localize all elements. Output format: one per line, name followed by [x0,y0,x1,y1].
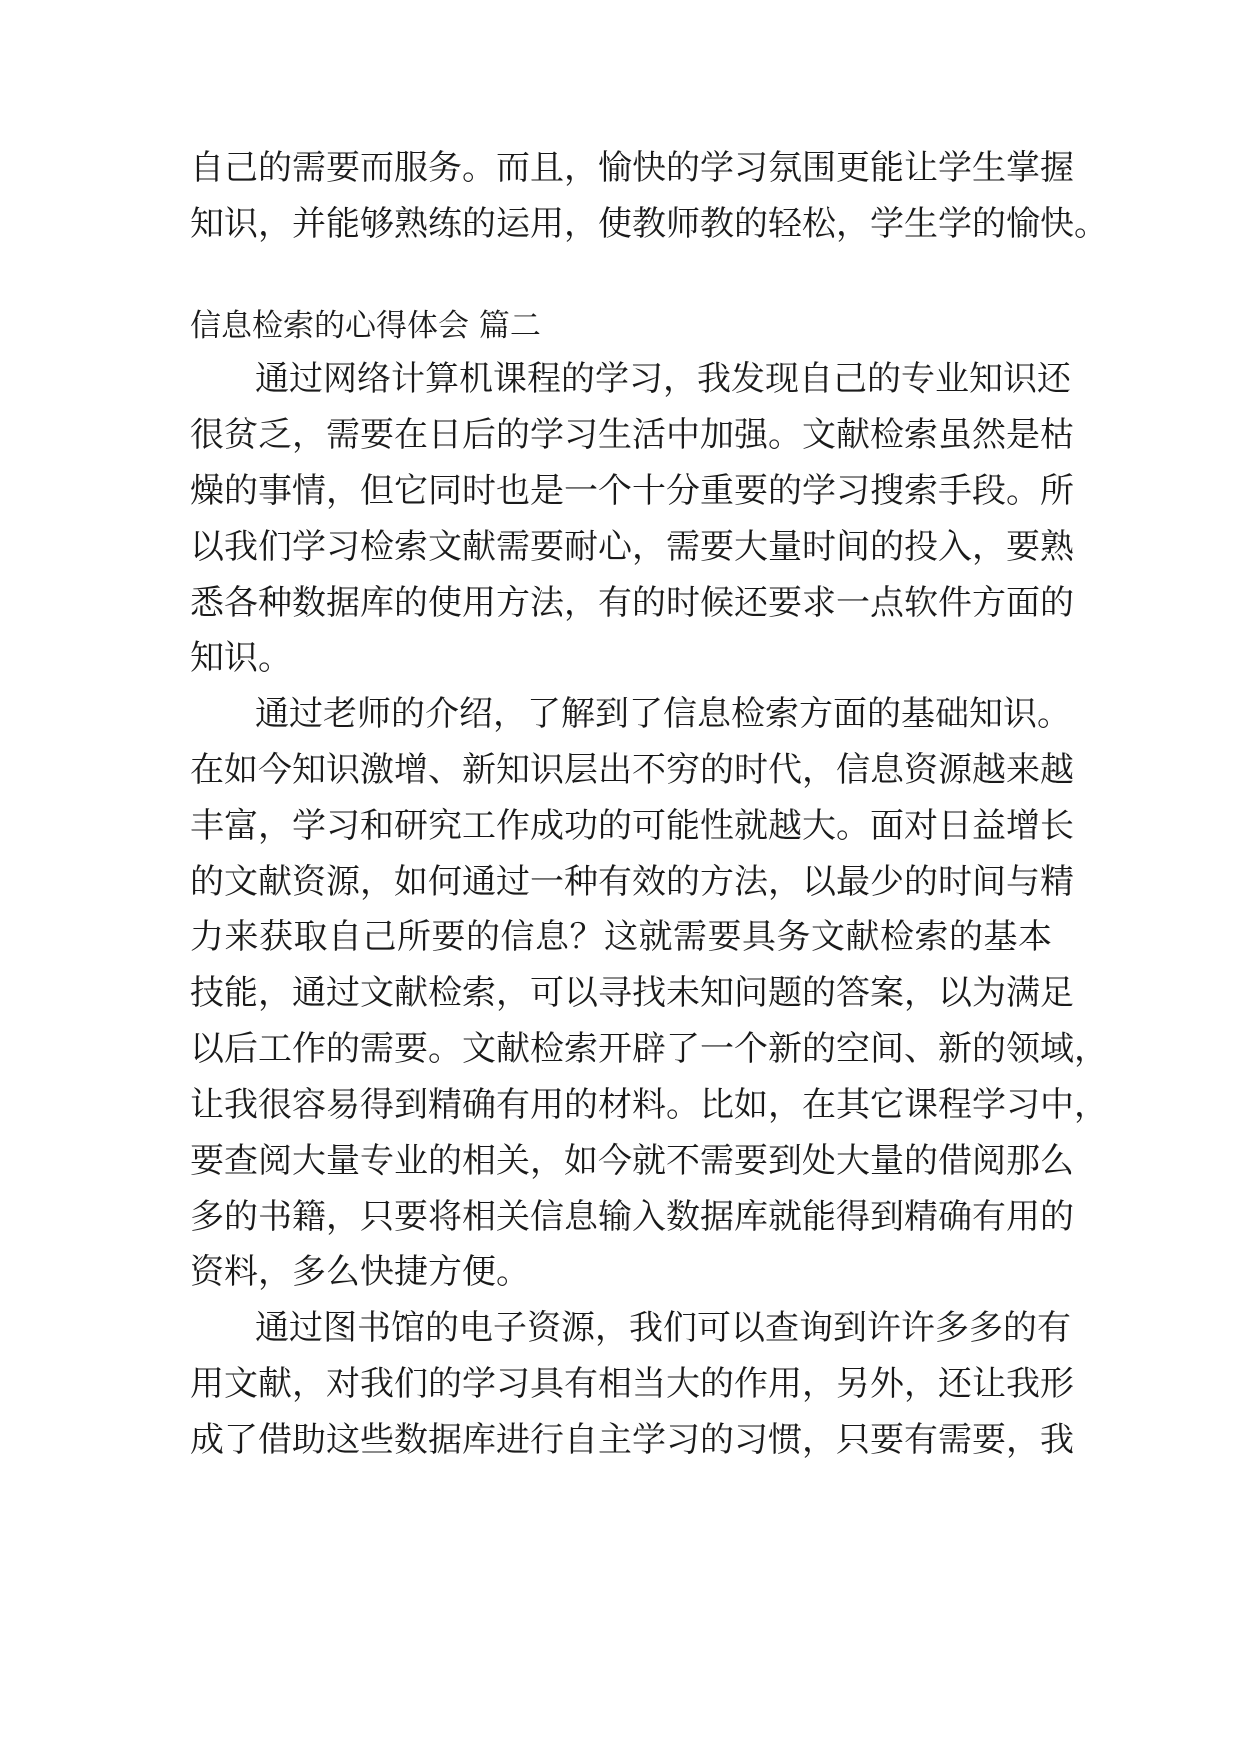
text-line: 燥的事情，但它同时也是一个十分重要的学习搜索手段。所 [190,471,1074,511]
section-heading: 信息检索的心得体会 篇二 [190,308,541,344]
text-line: 悉各种数据库的使用方法，有的时候还要求一点软件方面的 [190,583,1074,623]
text-line: 通过图书馆的电子资源，我们可以查询到许许多多的有 [255,1308,1071,1348]
text-line: 知识，并能够熟练的运用，使教师教的轻松，学生学的愉快。 [190,204,1108,244]
text-line: 通过网络计算机课程的学习，我发现自己的专业知识还 [255,359,1071,399]
text-line: 多的书籍，只要将相关信息输入数据库就能得到精确有用的 [190,1197,1074,1237]
text-line: 成了借助这些数据库进行自主学习的习惯，只要有需要，我 [190,1420,1074,1460]
text-line: 丰富，学习和研究工作成功的可能性就越大。面对日益增长 [190,806,1074,846]
text-line: 很贫乏，需要在日后的学习生活中加强。文献检索虽然是枯 [190,415,1074,455]
text-line: 让我很容易得到精确有用的材料。比如，在其它课程学习中， [190,1085,1108,1125]
text-line: 要查阅大量专业的相关，如今就不需要到处大量的借阅那么 [190,1141,1074,1181]
text-line: 的文献资源，如何通过一种有效的方法，以最少的时间与精 [190,862,1074,902]
text-line: 力来获取自己所要的信息？这就需要具务文献检索的基本 [190,917,1052,957]
text-line: 通过老师的介绍，了解到了信息检索方面的基础知识。 [255,694,1071,734]
text-line: 在如今知识激增、新知识层出不穷的时代，信息资源越来越 [190,750,1074,790]
text-line: 以后工作的需要。文献检索开辟了一个新的空间、新的领域， [190,1029,1108,1069]
text-line: 以我们学习检索文献需要耐心，需要大量时间的投入，要熟 [190,527,1074,567]
text-line: 技能，通过文献检索，可以寻找未知问题的答案，以为满足 [190,973,1074,1013]
text-line: 知识。 [190,638,292,678]
text-line: 用文献，对我们的学习具有相当大的作用，另外，还让我形 [190,1364,1074,1404]
text-line: 自己的需要而服务。而且，愉快的学习氛围更能让学生掌握 [190,148,1074,188]
text-line: 资料，多么快捷方便。 [190,1252,530,1292]
